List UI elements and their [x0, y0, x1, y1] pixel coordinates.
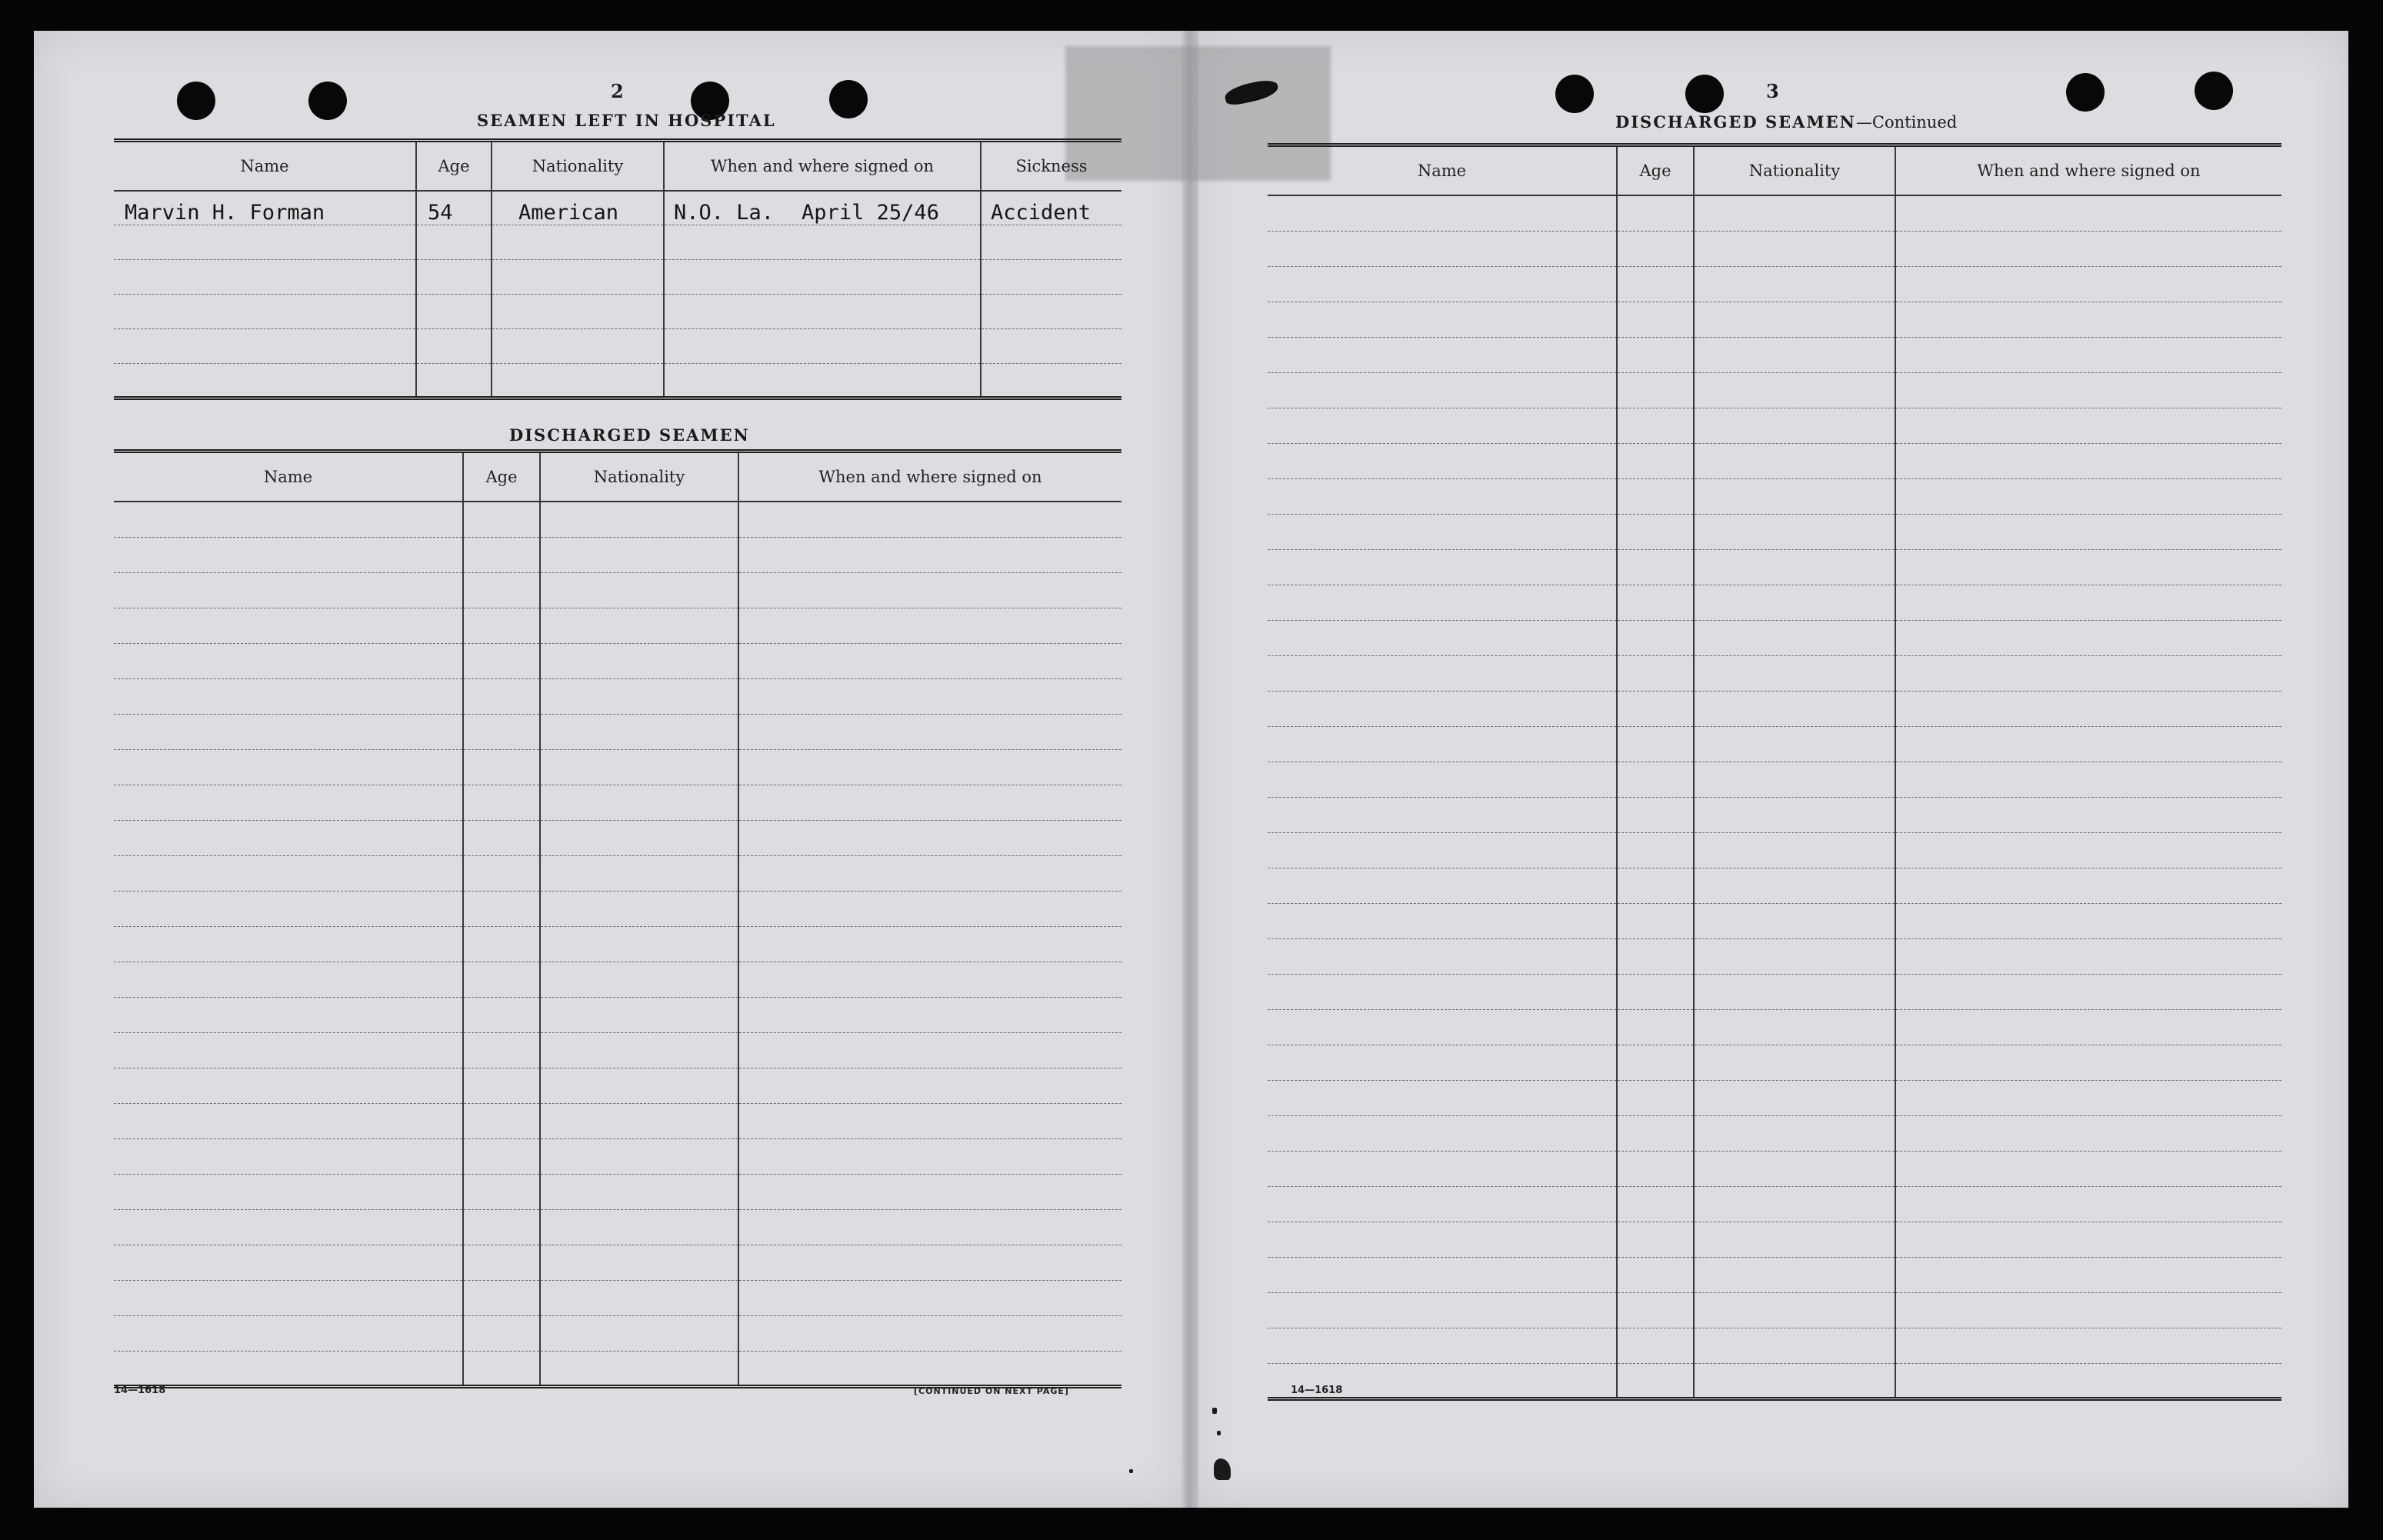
table-row — [114, 294, 1122, 328]
punch-hole — [177, 82, 215, 120]
page-number: 3 — [1766, 80, 1779, 102]
table-row — [1268, 549, 2281, 585]
table-row — [114, 785, 1122, 820]
table-row — [1268, 1115, 2281, 1151]
table-row — [1268, 1080, 2281, 1115]
header-row — [114, 141, 1122, 192]
table-row — [114, 572, 1122, 608]
table-row — [1268, 337, 2281, 372]
column-header-age: Age — [416, 141, 492, 192]
title-suffix: —Continued — [1855, 113, 1958, 132]
table-row — [1268, 302, 2281, 337]
column-header-name: Name — [1268, 145, 1617, 196]
table-row — [114, 363, 1122, 398]
column-header-nationality: Nationality — [540, 452, 738, 502]
form-number: 14—1618 — [114, 1385, 166, 1396]
table-row — [1268, 620, 2281, 655]
table-row — [114, 537, 1122, 572]
section-title-discharged: DISCHARGED SEAMEN — [509, 425, 750, 445]
table-row — [114, 1174, 1122, 1209]
table-row — [114, 997, 1122, 1032]
column-header-name: Name — [114, 141, 416, 192]
column-header-name: Name — [114, 452, 463, 502]
section-title-discharged-continued — [1615, 112, 1957, 132]
column-header-signed-on: When and where signed on — [738, 452, 1122, 502]
table-row — [1268, 1186, 2281, 1222]
punch-hole — [2066, 73, 2105, 112]
table-row — [1268, 1222, 2281, 1257]
table-row — [114, 259, 1122, 294]
table-row — [114, 820, 1122, 855]
table-row — [1268, 1257, 2281, 1292]
seaman-sickness: Accident — [981, 191, 1122, 225]
table-row — [1268, 1045, 2281, 1080]
table-row — [1268, 1292, 2281, 1328]
table-row — [1268, 443, 2281, 478]
table-row — [1268, 195, 2281, 231]
table-row — [1268, 832, 2281, 868]
table-row — [114, 225, 1122, 259]
table-row — [114, 678, 1122, 714]
table-row — [1268, 1328, 2281, 1363]
table-row — [1268, 266, 2281, 302]
table-row — [114, 1280, 1122, 1315]
table-row — [1268, 1009, 2281, 1045]
column-header-signed-on: When and where signed on — [664, 141, 981, 192]
punch-hole — [1685, 75, 1724, 113]
column-header-nationality: Nationality — [492, 141, 664, 192]
discharged-table — [114, 449, 1122, 1388]
table-row — [114, 1245, 1122, 1280]
header-row — [114, 452, 1122, 502]
table-row — [114, 1032, 1122, 1068]
table-row — [1268, 726, 2281, 762]
table-row — [1268, 478, 2281, 514]
page-number: 2 — [611, 80, 624, 102]
table-row — [114, 1138, 1122, 1174]
table-row — [114, 891, 1122, 926]
table-row — [1268, 655, 2281, 691]
table-row — [114, 926, 1122, 962]
column-header-sickness: Sickness — [981, 141, 1122, 192]
table-row — [114, 608, 1122, 643]
column-header-age: Age — [463, 452, 540, 502]
table-row — [114, 1351, 1122, 1386]
table-row — [114, 328, 1122, 363]
punch-hole — [829, 80, 868, 118]
section-title-hospital: SEAMEN LEFT IN HOSPITAL — [477, 111, 776, 130]
discharged-continued-table — [1268, 143, 2281, 1401]
table-row — [114, 855, 1122, 891]
table-row — [1268, 231, 2281, 266]
header-row — [1268, 145, 2281, 196]
table-row — [1268, 938, 2281, 974]
signed-date: April 25/46 — [802, 200, 939, 225]
seaman-age: 54 — [416, 191, 492, 225]
title-main: DISCHARGED SEAMEN — [1615, 112, 1856, 132]
table-row — [1268, 585, 2281, 620]
table-row — [114, 502, 1122, 537]
table-row — [1268, 974, 2281, 1009]
table-row — [114, 1315, 1122, 1351]
form-number: 14—1618 — [1291, 1385, 1343, 1396]
table-row — [1268, 408, 2281, 443]
punch-hole — [2195, 72, 2233, 110]
table-row — [114, 1068, 1122, 1103]
column-header-nationality: Nationality — [1694, 145, 1895, 196]
table-row — [1268, 372, 2281, 408]
hospital-table — [114, 138, 1122, 400]
table-row — [114, 749, 1122, 785]
column-header-age: Age — [1617, 145, 1694, 196]
table-row — [114, 191, 1122, 225]
table-row — [1268, 1151, 2281, 1186]
page-gutter — [1182, 31, 1198, 1508]
column-header-signed-on: When and where signed on — [1895, 145, 2281, 196]
punch-hole — [1555, 75, 1594, 113]
table-row — [1268, 1363, 2281, 1398]
seaman-nationality: American — [492, 191, 664, 225]
table-row — [1268, 762, 2281, 797]
table-row — [1268, 691, 2281, 726]
signed-place: N.O. La. — [674, 200, 775, 225]
table-row — [1268, 797, 2281, 832]
signed-on-cell — [664, 191, 981, 225]
table-row — [114, 1103, 1122, 1138]
table-row — [114, 1209, 1122, 1245]
table-row — [114, 714, 1122, 749]
table-row — [114, 962, 1122, 997]
punch-hole — [308, 82, 347, 120]
table-row — [1268, 903, 2281, 938]
continued-note: [CONTINUED ON NEXT PAGE] — [914, 1386, 1069, 1396]
table-row — [1268, 514, 2281, 549]
seaman-name: Marvin H. Forman — [114, 191, 416, 225]
table-row — [1268, 868, 2281, 903]
table-row — [114, 643, 1122, 678]
